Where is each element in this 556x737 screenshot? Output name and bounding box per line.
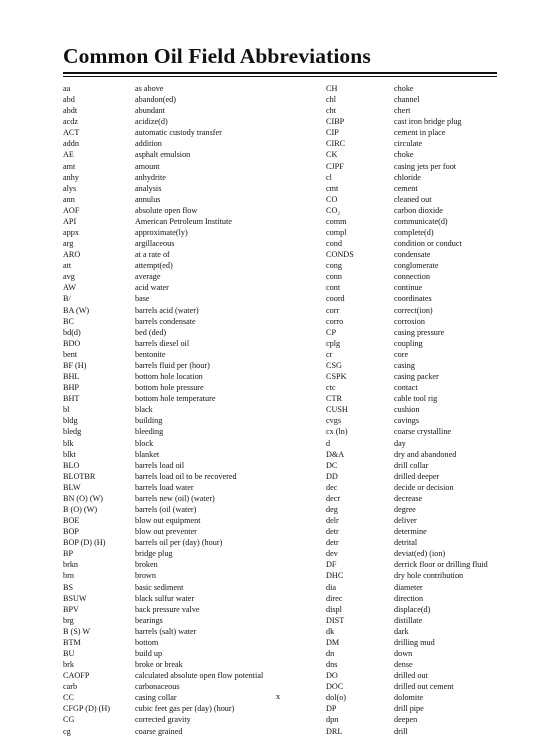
abbreviation-right: comm: [326, 216, 347, 226]
abbreviation-left: acdz: [63, 117, 78, 127]
abbreviation-left: BS: [63, 582, 74, 592]
abbreviation-right: CIP: [326, 128, 339, 138]
abbreviation-right: cong: [326, 261, 342, 271]
table-row: [63, 161, 497, 172]
abbreviation-left: BLW: [63, 482, 81, 492]
meaning-right: drill: [394, 726, 408, 736]
abbreviation-right: detr: [326, 538, 339, 548]
meaning-left: build up: [135, 648, 163, 658]
abbreviation-left: bd(d): [63, 327, 81, 337]
table-row: [63, 471, 497, 482]
meaning-right: down: [394, 648, 413, 658]
meaning-left: block: [135, 438, 154, 448]
abbreviation-right: dpn: [326, 715, 339, 725]
abbreviation-left: brn: [63, 571, 74, 581]
meaning-right: derrick floor or drilling fluid: [394, 560, 488, 570]
abbreviation-left: brkn: [63, 560, 79, 570]
table-row: [63, 504, 497, 515]
abbreviation-right: CSPK: [326, 372, 347, 382]
abbreviation-left: AOF: [63, 205, 80, 215]
table-row: [63, 349, 497, 360]
abbreviation-right: cx (ln): [326, 427, 348, 437]
abbreviation-left: att: [63, 261, 72, 271]
abbreviation-left: ann: [63, 194, 75, 204]
abbreviation-left: abd: [63, 95, 75, 105]
title-rule-thin: [63, 76, 497, 77]
meaning-left: carbonaceous: [135, 682, 180, 692]
meaning-left: attempt(ed): [135, 261, 173, 271]
meaning-left: bottom hole temperature: [135, 394, 216, 404]
abbreviation-left: BN (O) (W): [63, 493, 104, 503]
meaning-right: corrosion: [394, 316, 425, 326]
table-row: [63, 426, 497, 437]
meaning-right: cable tool rig: [394, 394, 438, 404]
table-row: [63, 271, 497, 282]
abbreviation-left: BPV: [63, 604, 79, 614]
table-row: [63, 338, 497, 349]
abbreviation-right: dev: [326, 549, 338, 559]
abbreviation-left: ARO: [63, 250, 81, 260]
table-row: [63, 726, 497, 737]
meaning-left: barrels acid (water): [135, 305, 199, 315]
meaning-right: choke: [394, 150, 414, 160]
table-row: [63, 327, 497, 338]
table-row: [63, 537, 497, 548]
abbreviation-left: CFGP (D) (H): [63, 704, 111, 714]
abbreviation-left: BTM: [63, 637, 81, 647]
meaning-left: barrels diesel oil: [135, 338, 190, 348]
table-row: [63, 604, 497, 615]
meaning-right: communicate(d): [394, 216, 448, 226]
abbreviation-left: BSUW: [63, 593, 87, 603]
abbreviation-left: BOP (D) (H): [63, 538, 106, 548]
abbreviation-left: BLOTBR: [63, 471, 96, 481]
table-row: [63, 493, 497, 504]
meaning-right: cast iron bridge plug: [394, 117, 462, 127]
abbreviation-right: CSG: [326, 360, 342, 370]
abbreviation-right: CO₂: [326, 205, 341, 215]
meaning-right: channel: [394, 95, 420, 105]
abbreviation-right: chl: [326, 95, 337, 105]
title-rule-thick: [63, 72, 497, 74]
meaning-right: chloride: [394, 172, 421, 182]
meaning-left: approximate(ly): [135, 228, 188, 238]
meaning-right: casing pressure: [394, 327, 445, 337]
meaning-right: core: [394, 349, 409, 359]
abbreviation-right: DD: [326, 471, 338, 481]
meaning-left: blow out preventer: [135, 527, 197, 537]
meaning-left: barrels condensate: [135, 316, 196, 326]
table-row: [63, 515, 497, 526]
meaning-right: coordinates: [394, 294, 432, 304]
meaning-left: corrected gravity: [135, 715, 191, 725]
abbreviation-left: BP: [63, 549, 74, 559]
meaning-right: decrease: [394, 493, 423, 503]
meaning-left: barrels (oil (water): [135, 504, 197, 514]
meaning-left: as above: [135, 84, 164, 93]
abbreviation-left: blk: [63, 438, 74, 448]
meaning-right: coarse crystalline: [394, 427, 452, 437]
meaning-left: black sulfur water: [135, 593, 195, 603]
meaning-right: degree: [394, 504, 416, 514]
abbreviation-right: DO: [326, 671, 338, 681]
meaning-left: abundant: [135, 106, 166, 116]
meaning-right: diameter: [394, 582, 423, 592]
meaning-left: blanket: [135, 449, 160, 459]
table-row: [63, 360, 497, 371]
meaning-right: complete(d): [394, 228, 434, 238]
meaning-right: cement in place: [394, 128, 446, 138]
meaning-left: bleeding: [135, 427, 164, 437]
abbreviation-right: cht: [326, 106, 337, 116]
abbreviation-right: ctc: [326, 383, 336, 393]
abbreviation-right: DF: [326, 560, 337, 570]
meaning-left: anhydrite: [135, 172, 166, 182]
meaning-left: addition: [135, 139, 162, 149]
meaning-left: amount: [135, 161, 160, 171]
table-row: [63, 194, 497, 205]
abbreviation-right: cond: [326, 239, 342, 249]
table-row: [63, 216, 497, 227]
meaning-right: cleaned out: [394, 194, 432, 204]
table-row: [63, 526, 497, 537]
abbreviation-left: bent: [63, 349, 78, 359]
abbreviation-right: cl: [326, 172, 332, 182]
meaning-right: deviat(ed) (ion): [394, 549, 446, 559]
abbreviation-right: CP: [326, 327, 337, 337]
abbreviation-right: dec: [326, 482, 338, 492]
meaning-left: asphalt emulsion: [135, 150, 191, 160]
table-row: [63, 94, 497, 105]
abbreviation-left: BHT: [63, 394, 80, 404]
table-row: [63, 183, 497, 194]
meaning-right: casing jets per foot: [394, 161, 457, 171]
abbreviation-table: [63, 83, 497, 737]
abbreviation-left: BDO: [63, 338, 81, 348]
meaning-left: argillaceous: [135, 239, 175, 249]
abbreviation-right: CONDS: [326, 250, 354, 260]
meaning-right: dry hole contribution: [394, 571, 464, 581]
meaning-right: dolomite: [394, 693, 424, 703]
meaning-left: cubic feet gas per (day) (hour): [135, 704, 235, 714]
meaning-left: coarse grained: [135, 726, 183, 736]
abbreviation-right: D&A: [326, 449, 345, 459]
table-row: [63, 316, 497, 327]
abbreviation-left: addn: [63, 139, 79, 149]
table-row: [63, 648, 497, 659]
table-row: [63, 205, 497, 216]
meaning-right: dense: [394, 660, 413, 670]
abbreviation-left: BA (W): [63, 305, 90, 315]
meaning-right: drill collar: [394, 460, 429, 470]
table-row: [63, 382, 497, 393]
meaning-left: acid water: [135, 283, 169, 293]
meaning-right: dry and abandoned: [394, 449, 457, 459]
meaning-right: deepen: [394, 715, 418, 725]
abbreviation-left: BLO: [63, 460, 80, 470]
table-row: [63, 238, 497, 249]
abbreviation-left: appx: [63, 228, 79, 238]
meaning-left: absolute open flow: [135, 205, 198, 215]
meaning-left: at a rate of: [135, 250, 170, 260]
meaning-left: black: [135, 405, 153, 415]
meaning-left: barrels load water: [135, 482, 194, 492]
table-row: [63, 305, 497, 316]
table-row: [63, 482, 497, 493]
meaning-right: distillate: [394, 615, 423, 625]
meaning-left: bearings: [135, 615, 163, 625]
meaning-right: circulate: [394, 139, 423, 149]
table-row: [63, 626, 497, 637]
abbreviation-right: dk: [326, 626, 335, 636]
table-row: [63, 404, 497, 415]
meaning-right: direction: [394, 593, 424, 603]
abbreviation-left: carb: [63, 682, 78, 692]
meaning-left: average: [135, 272, 161, 282]
table-row: [63, 659, 497, 670]
abbreviation-right: d: [326, 438, 331, 448]
abbreviation-right: cplg: [326, 338, 341, 348]
table-row: [63, 615, 497, 626]
meaning-left: acidize(d): [135, 117, 168, 127]
abbreviation-left: bldg: [63, 416, 78, 426]
meaning-right: drilled deeper: [394, 471, 440, 481]
abbreviation-right: dia: [326, 582, 337, 592]
meaning-right: drill pipe: [394, 704, 424, 714]
meaning-right: continue: [394, 283, 423, 293]
abbreviation-left: ACT: [63, 128, 80, 138]
meaning-right: drilled out cement: [394, 682, 454, 692]
abbreviation-left: arg: [63, 239, 74, 249]
abbreviation-left: AW: [63, 283, 76, 293]
abbreviation-right: CIBP: [326, 117, 345, 127]
abbreviation-right: CUSH: [326, 405, 348, 415]
abbreviation-left: BOP: [63, 527, 79, 537]
meaning-left: broke or break: [135, 660, 183, 670]
meaning-left: barrels new (oil) (water): [135, 493, 215, 503]
meaning-left: abandon(ed): [135, 95, 176, 105]
meaning-right: coupling: [394, 338, 423, 348]
page-title: Common Oil Field Abbreviations: [63, 44, 371, 68]
abbreviation-left: amt: [63, 161, 76, 171]
abbreviation-left: avg: [63, 272, 75, 282]
table-row: [63, 670, 497, 681]
abbreviation-left: B (S) W: [63, 626, 91, 636]
meaning-right: drilling mud: [394, 637, 435, 647]
meaning-left: base: [135, 294, 150, 304]
abbreviation-left: alys: [63, 183, 77, 193]
abbreviation-left: BF (H): [63, 360, 87, 370]
meaning-left: bed (ded): [135, 327, 167, 337]
abbreviation-right: CO: [326, 194, 338, 204]
table-row: [63, 415, 497, 426]
abbreviation-right: CIRC: [326, 139, 346, 149]
meaning-left: annulus: [135, 194, 161, 204]
meaning-right: deliver: [394, 516, 417, 526]
abbreviation-right: DP: [326, 704, 337, 714]
meaning-right: cushion: [394, 405, 420, 415]
meaning-left: barrels fluid per (hour): [135, 360, 210, 370]
meaning-left: brown: [135, 571, 156, 581]
meaning-right: cavings: [394, 416, 420, 426]
abbreviation-left: aa: [63, 84, 71, 93]
abbreviation-left: CAOFP: [63, 671, 90, 681]
abbreviation-right: DRL: [326, 726, 343, 736]
meaning-left: building: [135, 416, 163, 426]
meaning-left: bottom hole location: [135, 372, 203, 382]
meaning-right: dark: [394, 626, 409, 636]
table-row: [63, 593, 497, 604]
abbreviation-right: corro: [326, 316, 344, 326]
meaning-left: barrels (salt) water: [135, 626, 197, 636]
abbreviation-left: blkt: [63, 449, 76, 459]
meaning-right: condensate: [394, 250, 431, 260]
abbreviation-left: BOE: [63, 516, 80, 526]
table-row: [63, 249, 497, 260]
abbreviation-right: dn: [326, 648, 335, 658]
abbreviation-left: B/: [63, 294, 71, 304]
abbreviation-right: cr: [326, 349, 333, 359]
abbreviation-right: dol(o): [326, 693, 347, 703]
abbreviation-right: cont: [326, 283, 341, 293]
meaning-left: automatic custody transfer: [135, 128, 222, 138]
meaning-right: carbon dioxide: [394, 205, 443, 215]
table-row: [63, 637, 497, 648]
meaning-left: analysis: [135, 183, 162, 193]
abbreviation-right: CK: [326, 150, 338, 160]
abbreviation-left: BU: [63, 648, 75, 658]
table-row: [63, 559, 497, 570]
meaning-right: displace(d): [394, 604, 431, 614]
abbreviation-right: CH: [326, 84, 338, 93]
abbreviation-right: deg: [326, 504, 338, 514]
abbreviation-left: bledg: [63, 427, 82, 437]
abbreviation-left: BHP: [63, 383, 79, 393]
meaning-right: connection: [394, 272, 430, 282]
table-row: [63, 293, 497, 304]
abbreviation-right: cvgs: [326, 416, 342, 426]
meaning-right: determine: [394, 527, 427, 537]
meaning-right: choke: [394, 84, 414, 93]
meaning-left: barrels load oil: [135, 460, 185, 470]
table-row: [63, 703, 497, 714]
meaning-left: barrels oil per (day) (hour): [135, 538, 223, 548]
table-row: [63, 83, 497, 94]
table-row: [63, 582, 497, 593]
table-row: [63, 371, 497, 382]
meaning-right: chert: [394, 106, 411, 116]
meaning-right: contact: [394, 383, 418, 393]
meaning-left: calculated absolute open flow potential: [135, 671, 264, 681]
abbreviation-right: CJPF: [326, 161, 344, 171]
meaning-right: condition or conduct: [394, 239, 462, 249]
abbreviation-left: anhy: [63, 172, 79, 182]
table-row: [63, 393, 497, 404]
table-row: [63, 282, 497, 293]
meaning-left: American Petroleum Institute: [135, 216, 232, 226]
meaning-left: blow out equipment: [135, 516, 201, 526]
meaning-right: day: [394, 438, 406, 448]
abbreviation-left: API: [63, 216, 77, 226]
table-row: [63, 460, 497, 471]
abbreviation-right: conn: [326, 272, 342, 282]
meaning-left: broken: [135, 560, 158, 570]
meaning-right: drilled out: [394, 671, 428, 681]
table-row: [63, 570, 497, 581]
abbreviation-right: decr: [326, 493, 341, 503]
abbreviation-right: DHC: [326, 571, 344, 581]
abbreviation-right: DIST: [326, 615, 345, 625]
abbreviation-right: DM: [326, 637, 340, 647]
table-row: [63, 127, 497, 138]
abbreviation-right: DOC: [326, 682, 344, 692]
meaning-left: barrels load oil to be recovered: [135, 471, 237, 481]
meaning-left: bentonite: [135, 349, 166, 359]
table-row: [63, 138, 497, 149]
table-row: [63, 172, 497, 183]
abbreviation-right: corr: [326, 305, 340, 315]
abbreviation-left: BHL: [63, 372, 80, 382]
abbreviation-right: coord: [326, 294, 345, 304]
page-number: x: [275, 691, 281, 701]
table-row: [63, 548, 497, 559]
table-row: [63, 105, 497, 116]
meaning-right: casing packer: [394, 372, 439, 382]
meaning-right: cement: [394, 183, 418, 193]
table-row: [63, 449, 497, 460]
meaning-right: decide or decision: [394, 482, 454, 492]
meaning-left: back pressure valve: [135, 604, 200, 614]
abbreviation-right: cmt: [326, 183, 339, 193]
abbreviation-left: CG: [63, 715, 75, 725]
meaning-left: bottom: [135, 637, 159, 647]
abbreviation-left: abdt: [63, 106, 78, 116]
meaning-right: casing: [394, 360, 415, 370]
table-row: [63, 116, 497, 127]
abbreviation-right: compl: [326, 228, 347, 238]
table-row: [63, 227, 497, 238]
table-row: [63, 149, 497, 160]
abbreviation-left: brg: [63, 615, 74, 625]
abbreviation-right: displ: [326, 604, 342, 614]
abbreviation-left: bl: [63, 405, 70, 415]
abbreviation-left: cg: [63, 726, 71, 736]
abbreviation-left: CC: [63, 693, 74, 703]
table-row: [63, 260, 497, 271]
meaning-left: basic sediment: [135, 582, 184, 592]
abbreviation-right: dns: [326, 660, 338, 670]
abbreviation-right: CTR: [326, 394, 342, 404]
meaning-right: correct(ion): [394, 305, 433, 315]
abbreviation-right: DC: [326, 460, 338, 470]
abbreviation-right: delr: [326, 516, 339, 526]
meaning-left: casing collar: [135, 693, 177, 703]
table-row: [63, 438, 497, 449]
abbreviation-left: B (O) (W): [63, 504, 98, 514]
meaning-right: detrital: [394, 538, 418, 548]
abbreviation-left: brk: [63, 660, 74, 670]
abbreviation-left: AE: [63, 150, 74, 160]
meaning-right: conglomerate: [394, 261, 439, 271]
meaning-left: bridge plug: [135, 549, 173, 559]
abbreviation-left: BC: [63, 316, 74, 326]
abbreviation-right: direc: [326, 593, 343, 603]
abbreviation-right: detr: [326, 527, 339, 537]
meaning-left: bottom hole pressure: [135, 383, 204, 393]
